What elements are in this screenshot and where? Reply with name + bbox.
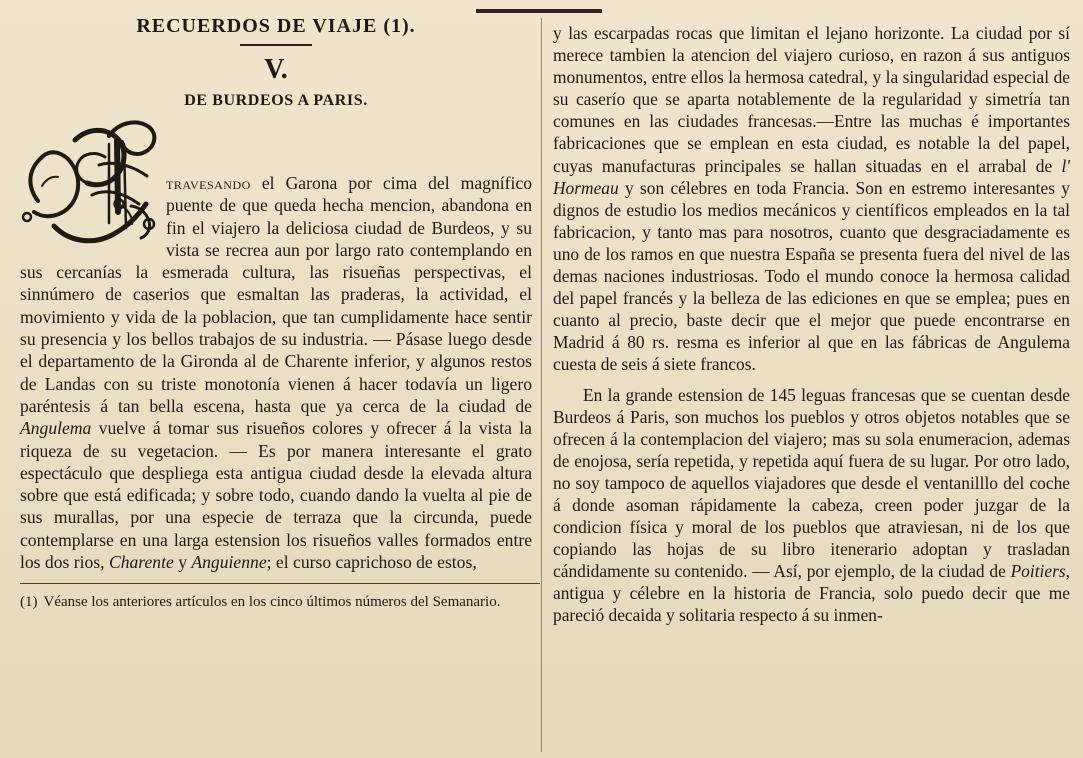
place-hormeau: l' Hormeau: [553, 155, 1070, 198]
drop-cap-initial: [20, 120, 158, 250]
footnote: [20, 593, 532, 611]
chapter-subtitle: DE BURDEOS A PARIS.: [184, 92, 368, 109]
conjunction-text: y: [173, 552, 192, 573]
paragraph-two-end: , antigua y célebre en la historia de Francia, solo puedo decir que me pareció decaida y solitaria respecto á su inmen-: [553, 561, 1070, 626]
paragraph-two-start: En la grande estension de 145 leguas francesas que se cuentan desde Burdeos á Paris, son muchos los pueblos y otros objetos notables que se ofrecen á la contemplacion del viajero; mas su sola enumeracion, ademas de enojosa, sería repetida, y repetida aquí fuera de su lugar. Por otro lado, no soy tampoco de aquellos viajadores que desde el ventanilllo del coche á donde asoman rápidamente la cabeza, creen poder juzgar de la condicion física y moral de los pueblos que atraviesan, ni de los que copiando las hojas de su libro itenerario adoptan y trasladan cándidamente su contenido. — Así, por ejemplo, de la ciudad de: [553, 384, 1070, 582]
footnote-marker: (1).: [383, 15, 416, 37]
footnote-text: Véanse los anteriores artículos en los cinco últimos números del Semanario.: [43, 594, 501, 611]
paragraph-lead: travesando: [166, 173, 251, 193]
river-anguienne: Anguienne: [191, 552, 267, 573]
left-column: [20, 15, 532, 747]
right-paragraph-two: [553, 384, 1070, 627]
chapter-number: V.: [264, 54, 288, 85]
top-divider-rule: [476, 9, 602, 13]
heading-rule: [240, 44, 312, 46]
paragraph-main-text: el Garona por cima del magnífico puente de que queda hecha mencion, abandona en fin el viajero la deliciosa ciudad de Burdeos, y su vista se recrea aun por largo rato contemplando en sus cercanías la esmerada cultura, las risueñas perspectivas, el sinnúmero de caserios que esmaltan las praderas, la actividad, el movimiento y vida de la poblacion, que tan cumplidamente hace sentir su presencia y los bellos trabajos de su industria. — Pásase luego desde el departamento de la Gironda al de Charente inferior, y algunos restos de Landas con su triste monotonía vienen á hacer todavía un ligero paréntesis á tan bella escena, hasta que ya cerca de la ciudad de: [20, 173, 532, 416]
paragraph-one-start: y las escarpadas rocas que limitan el lejano horizonte. La ciudad por sí merece tambien la atencion del viajero curioso, en razon á sus antiguos monumentos, entre ellos la hermosa catedral, y la singularidad especial de su caserío que se aparta notablemente de la regularidad y simetría tan comunes en las ciudades francesas.—Entre las muchas é importantes fabricaciones que se emplean en esta ciudad, es notable la del papel, cuyas manufacturas principales se hallan situadas en el arrabal de: [553, 23, 1070, 176]
right-paragraph-one: [553, 22, 1070, 376]
paragraph-end-text: ; el curso caprichoso de estos,: [266, 552, 477, 573]
place-poitiers: Poitiers: [1010, 561, 1066, 582]
footnote-rule: [20, 583, 540, 584]
place-angulema: Angulema: [20, 418, 92, 439]
footnote-number: (1): [20, 594, 38, 611]
paragraph-one-end: y son célebres en toda Francia. Son en estremo interesantes y dignos de estudio los medios mecánicos y científicos empleados en la tal fabricacion, y tanto mas para nosotros, cuanto que desgraciadamente es uno de los ramos en que nuestra España se presenta fuera del nivel de las demas naciones industriosas. Todo el mundo conoce la hermosa calidad del papel francés y la belleza de las ediciones en que se emplea; pues en cuanto al precio, baste decir que el mejor que puede encontrarse en Madrid á 80 rs. resma es inferior al que en las fábricas de Angulema cuesta de seis á siete francos.: [553, 177, 1070, 375]
river-charente: Charente: [108, 552, 174, 573]
series-heading: [20, 15, 532, 38]
series-title: RECUERDOS DE VIAJE: [136, 15, 378, 37]
right-column: [553, 22, 1070, 754]
column-divider: [541, 18, 542, 752]
paragraph-after-angulema: vuelve á tomar sus risueños colores y ofrecer á la vista la riqueza de su vegetacion. — Es por manera interesante el grato espectáculo que despliega esta antigua ciudad desde la elevada altura sobre que está edificada; y sobre todo, cuando dando la vuelta al pie de sus murallas, por una especie de terraza que la circunda, puede contemplarse en una larga estension los risueños valles formados entre los dos rios,: [20, 418, 532, 573]
ornamental-initial-a-icon: [20, 120, 158, 250]
